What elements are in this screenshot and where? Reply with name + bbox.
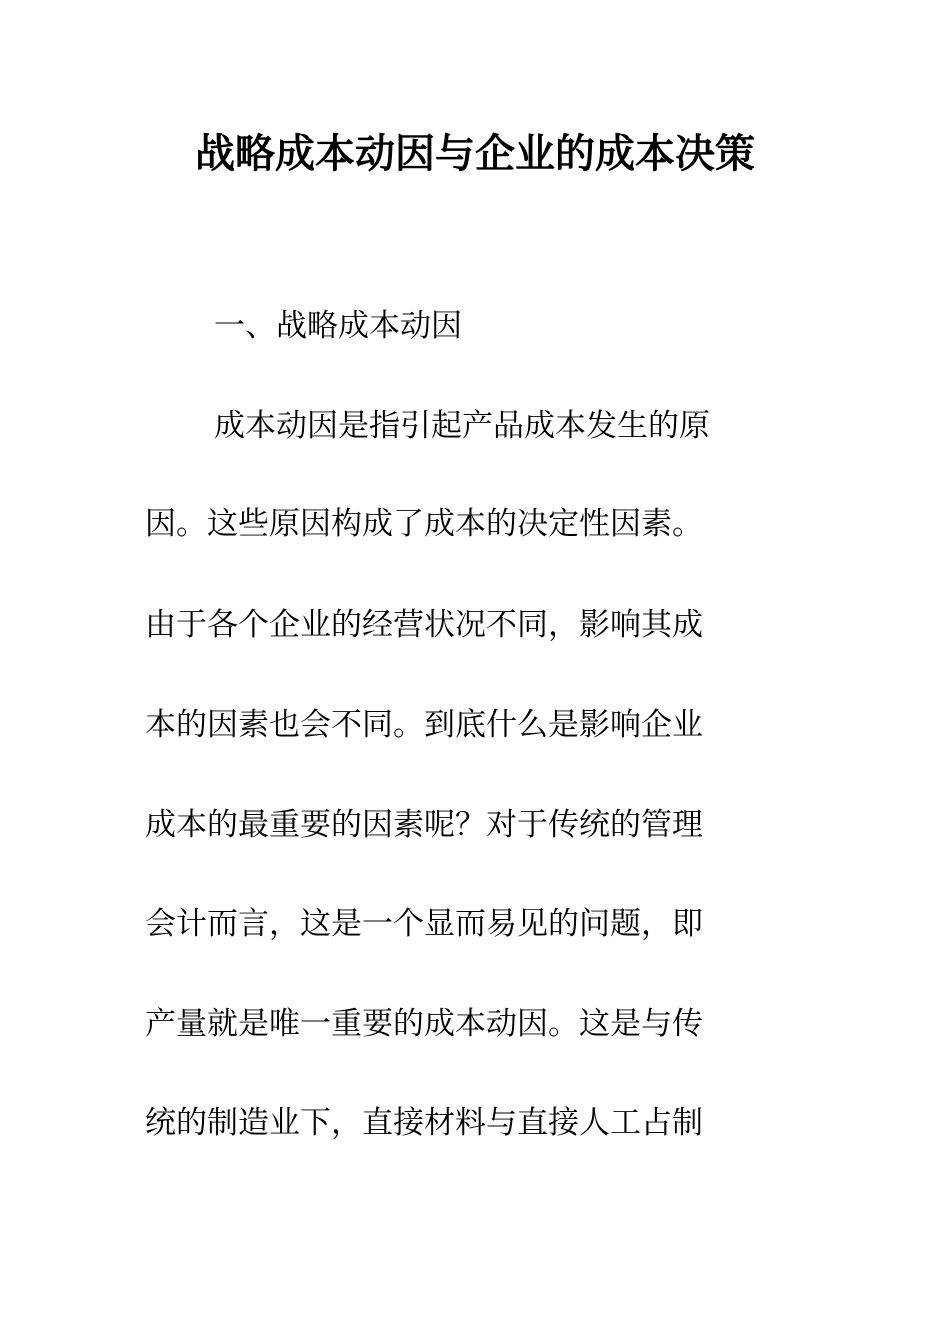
paragraph-line: 会计而言，这是一个显而易见的问题，即 xyxy=(145,906,703,942)
paragraph-line: 本的因素也会不同。到底什么是影响企业 xyxy=(145,707,703,743)
paragraph-line: 统的制造业下，直接材料与直接人工占制 xyxy=(145,1105,703,1141)
section-heading: 一、战略成本动因 xyxy=(214,308,462,344)
paragraph-line: 成本的最重要的因素呢？对于传统的管理 xyxy=(145,807,703,843)
paragraph-line: 因。这些原因构成了成本的决定性因素。 xyxy=(145,506,703,542)
paragraph-line: 由于各个企业的经营状况不同，影响其成 xyxy=(145,607,703,643)
paragraph-line: 产量就是唯一重要的成本动因。这是与传 xyxy=(145,1006,703,1042)
document-title: 战略成本动因与企业的成本决策 xyxy=(195,130,755,177)
paragraph-line: 成本动因是指引起产品成本发生的原 xyxy=(214,408,710,444)
